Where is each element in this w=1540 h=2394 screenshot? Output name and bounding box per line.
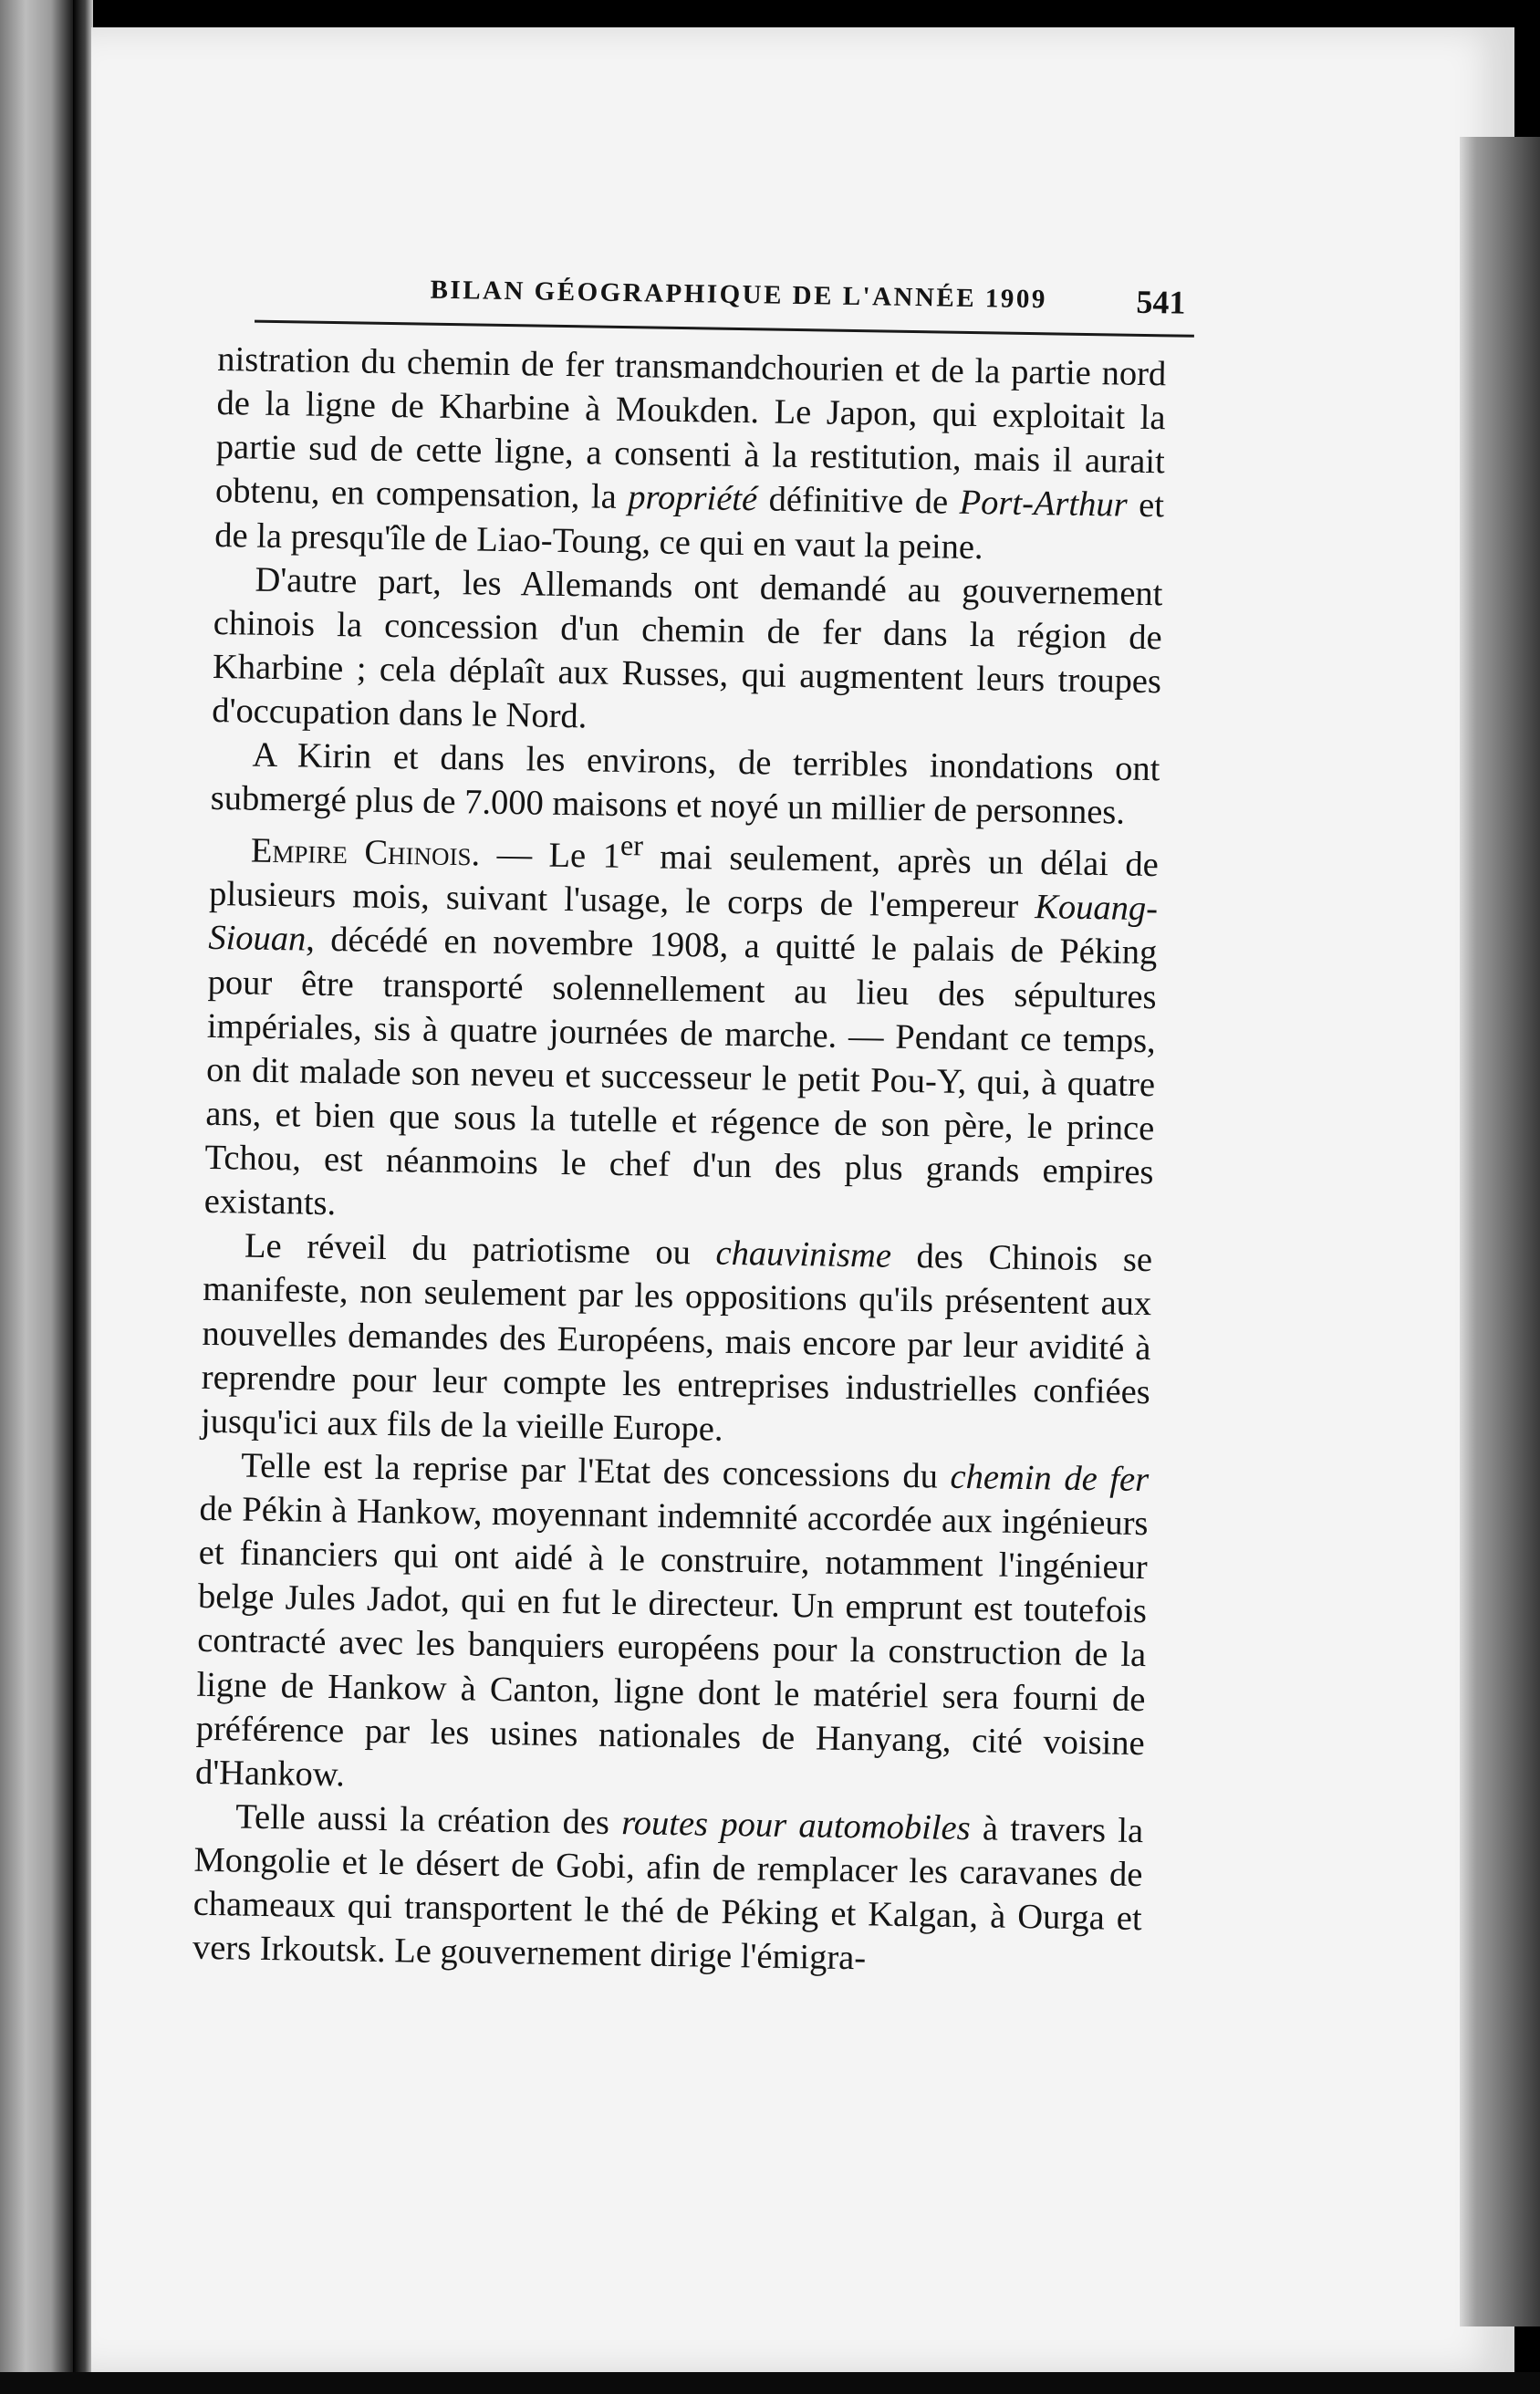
paragraph	[203, 820, 1159, 1238]
page-header	[218, 265, 1186, 352]
body-text	[192, 338, 1167, 1985]
text-run: nistration du chemin de fer transmandchourien et de la partie nord de la ligne de Kharbine à Moukden. Le Japon, qui exploitait la partie sud de cette ligne, a consenti à la restitution, mais il aurait obtenu, en compensation, la	[214, 339, 1167, 517]
text-run: Le réveil du patriotisme ou	[244, 1226, 716, 1274]
paragraph	[212, 557, 1163, 748]
text-run: à travers la Mongolie et le désert de Gobi, afin de remplacer les caravanes de chameaux qui transportent le thé de Péking et Kalgan, à Ourga et vers Irkoutsk. Le gouvernement dirige l'émigra-	[192, 1809, 1144, 1978]
section-heading: Empire Chinois.	[250, 831, 481, 874]
running-head: BILAN GÉOGRAPHIQUE DE L'ANNÉE 1909	[430, 275, 1048, 315]
paragraph	[192, 1795, 1144, 1985]
text-run: des Chinois se manifeste, non seulement par les oppositions qu'ils présentent aux nouvelles demandes des Européens, mais encore par leur avidité à reprendre pour leur compte les entreprises industrielles confiées jusqu'ici aux fils de la vieille Europe.	[200, 1237, 1153, 1449]
italic-run: Kouang-Siouan	[208, 888, 1159, 960]
paragraph	[201, 1223, 1153, 1458]
text-run: définitive de	[756, 480, 961, 523]
italic-run: routes pour automobiles	[620, 1804, 971, 1848]
page-number: 541	[1136, 283, 1186, 321]
superscript: er	[619, 828, 644, 862]
text-run: et de la presqu'île de Liao-Toung, ce qui en vaut la peine.	[214, 486, 1165, 567]
paragraph	[195, 1443, 1150, 1809]
text-run: mai seulement, après un délai de plusieurs mois, suivant l'usage, le corps de l'empereur	[208, 838, 1160, 927]
text-run: , décédé en novembre 1908, a quitté le palais de Péking pour être transporté solennellement au lieu des sépultures impériales, sis à quatre journées de marche. — Pendant ce temps, on dit malade son neveu et successeur le petit Pou-Y, qui, à quatre ans, et bien que sous la tutelle et régence de son père, le prince Tchou, est néanmoins le chef d'un des plus grands empires existants.	[203, 921, 1158, 1223]
page-content	[191, 265, 1186, 2104]
text-run: Telle est la reprise par l'Etat des concessions du	[240, 1446, 951, 1496]
italic-run: chauvinisme	[715, 1234, 892, 1276]
scan-border	[0, 2372, 1540, 2394]
page-stack-edge	[1460, 137, 1540, 2326]
italic-run: chemin de fer	[950, 1457, 1150, 1500]
binding-shadow	[73, 0, 93, 2394]
text-run: de Pékin à Hankow, moyennant indemnité accordée aux ingénieurs et financiers qui ont aidé à le construire, notamment l'ingénieur belge Jules Jadot, qui en fut le directeur. Un emprunt est toutefois contracté avec les banquiers européens pour la construction de la ligne de Hankow à Canton, ligne dont le matériel sera fourni de préférence par les usines nationales de Hanyang, cité voisine d'Hankow.	[194, 1489, 1149, 1795]
adjacent-page-edge	[0, 0, 73, 2394]
italic-run: propriété	[627, 478, 758, 519]
text-run: A Kirin et dans les environs, de terribles inondations ont submergé plus de 7.000 maisons et noyé un millier de personnes.	[210, 735, 1160, 832]
paragraph	[214, 338, 1167, 572]
paragraph	[210, 733, 1160, 836]
text-run: — Le 1	[479, 835, 621, 877]
italic-run: Port-Arthur	[959, 484, 1128, 526]
text-run: Telle aussi la création des	[234, 1797, 622, 1843]
header-rule	[255, 320, 1194, 338]
text-run: D'autre part, les Allemands ont demandé au gouvernement chinois la concession d'un chemin de fer dans la région de Kharbine ; cela déplaît aux Russes, qui augmentent leurs troupes d'occupation dans le Nord.	[211, 560, 1163, 736]
